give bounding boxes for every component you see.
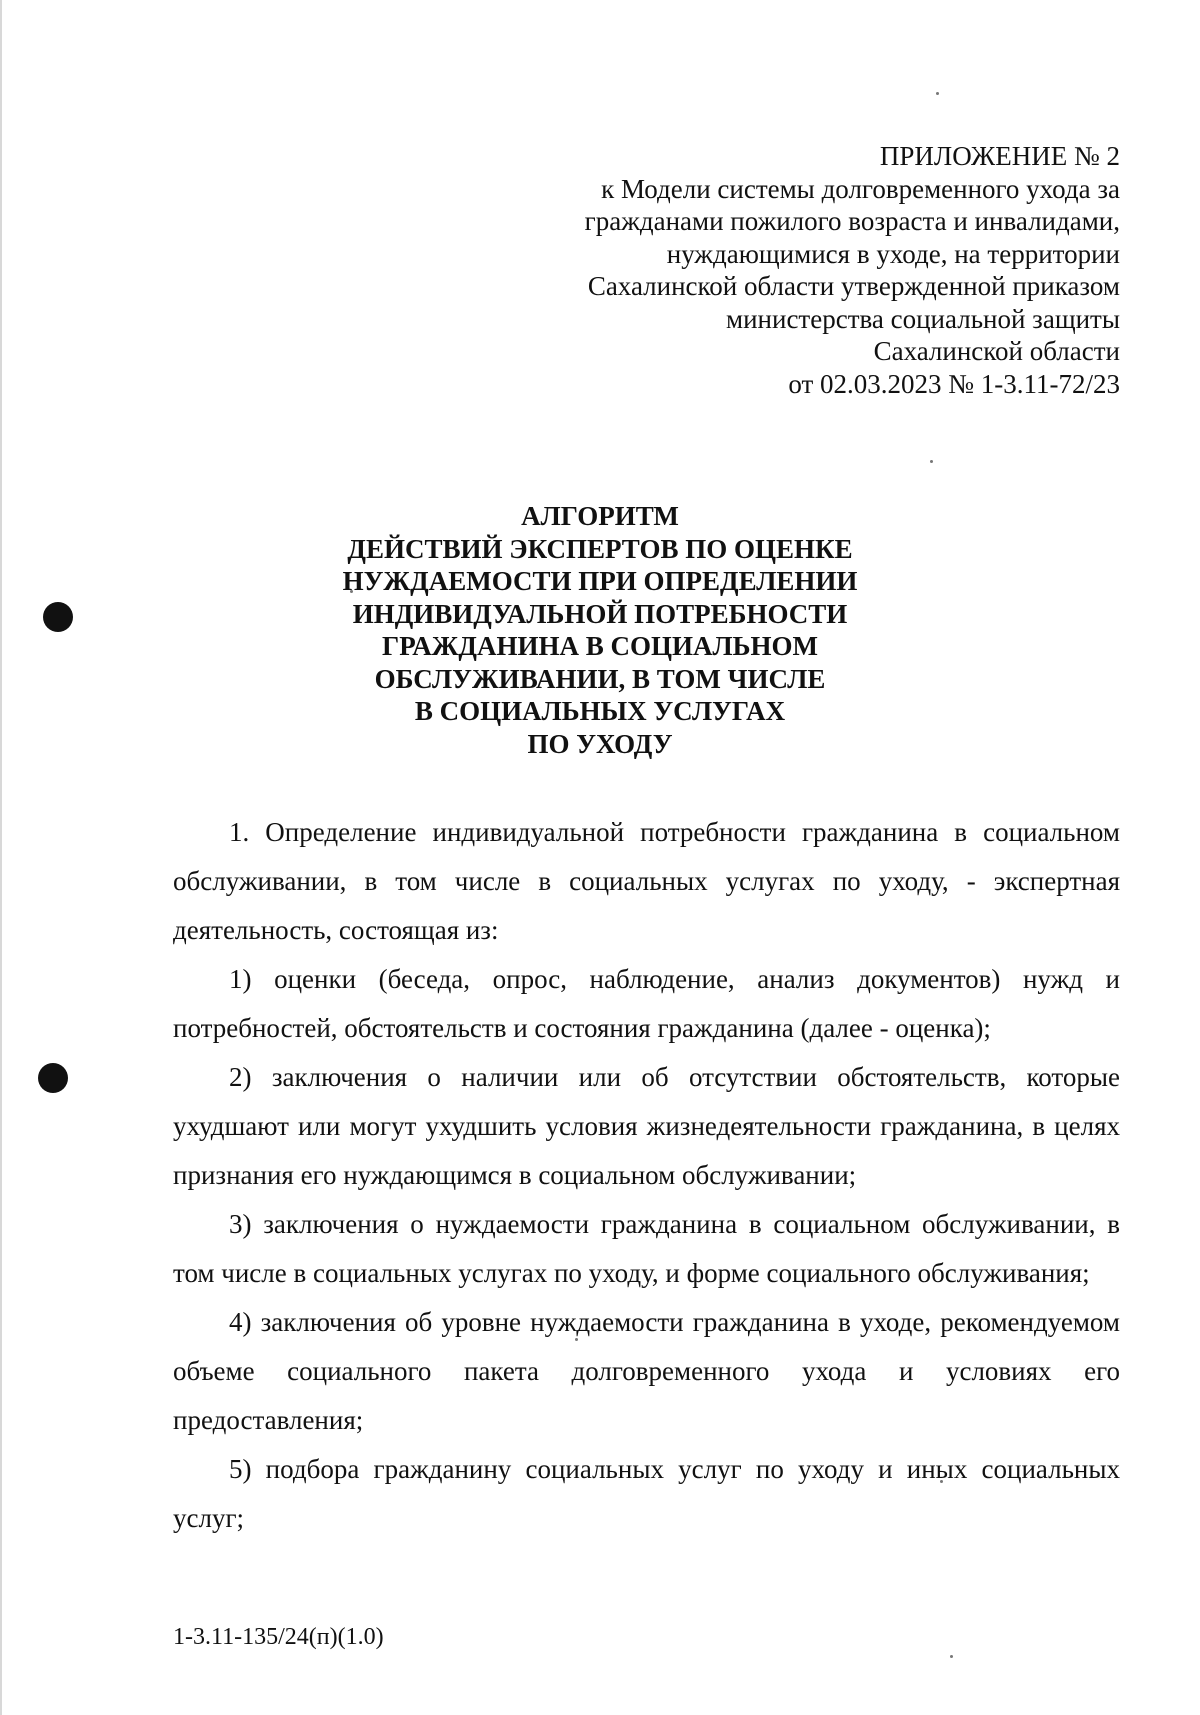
paragraph: 3) заключения о нуждаемости гражданина в социальном обслуживании, в том числе в социальных услугах по уходу, и форме социального обслуживания; <box>173 1209 1120 1288</box>
paragraph: 2) заключения о наличии или об отсутствии обстоятельств, которые ухудшают или могут ухудшить условия жизнедеятельности гражданина, в целях признания его нуждающимся в социальном обслуживании; <box>173 1062 1120 1190</box>
appendix-line: от 02.03.2023 № 1-3.11-72/23 <box>788 368 1120 399</box>
appendix-line: ПРИЛОЖЕНИЕ № 2 <box>879 141 1120 171</box>
appendix-line: нуждающимися в уходе, на территории <box>666 238 1120 269</box>
appendix-line: Сахалинской области <box>873 336 1120 366</box>
paragraph: 5) подбора гражданину социальных услуг по уходу и иных социальных услуг; <box>173 1454 1120 1533</box>
title-line: ГРАЖДАНИНА В СОЦИАЛЬНОМ <box>382 631 818 661</box>
document-code: 1-3.11-135/24(п)(1.0) <box>173 1624 384 1650</box>
title-line: ПО УХОДУ <box>527 728 673 759</box>
punch-hole <box>38 1063 68 1093</box>
title-line: ОБСЛУЖИВАНИИ, В ТОМ ЧИСЛЕ <box>374 663 826 694</box>
title-line: ИНДИВИДУАЛЬНОЙ ПОТРЕБНОСТИ <box>352 598 848 629</box>
title-line: В СОЦИАЛЬНЫХ УСЛУГАХ <box>414 696 786 726</box>
appendix-line: к Модели системы долговременного ухода за <box>601 173 1120 204</box>
title-line: АЛГОРИТМ <box>521 501 679 531</box>
document-body <box>173 808 1120 1543</box>
appendix-line: гражданами пожилого возраста и инвалидами, <box>584 206 1120 236</box>
paragraph: 1. Определение индивидуальной потребности гражданина в социальном обслуживании, в том числе в социальных услугах по уходу, - экспертная деятельность, состоящая из: <box>173 817 1120 945</box>
scan-speck <box>930 460 933 463</box>
paragraph: 4) заключения об уровне нуждаемости гражданина в уходе, рекомендуемом объеме социального пакета долговременного ухода и условиях его предоставления; <box>173 1307 1120 1435</box>
document-title <box>300 500 900 760</box>
appendix-reference <box>480 140 1120 400</box>
appendix-line: министерства социальной защиты <box>726 303 1120 334</box>
scan-edge <box>0 0 2 1715</box>
punch-hole <box>43 602 73 632</box>
appendix-line: Сахалинской области утвержденной приказом <box>587 271 1120 301</box>
scan-speck <box>936 92 939 95</box>
scan-speck <box>950 1655 953 1658</box>
paragraph: 1) оценки (беседа, опрос, наблюдение, анализ документов) нужд и потребностей, обстоятельств и состояния гражданина (далее - оценка); <box>173 964 1120 1043</box>
title-line: ДЕЙСТВИЙ ЭКСПЕРТОВ ПО ОЦЕНКЕ <box>347 533 853 564</box>
title-line: НУЖДАЕМОСТИ ПРИ ОПРЕДЕЛЕНИИ <box>342 566 858 596</box>
